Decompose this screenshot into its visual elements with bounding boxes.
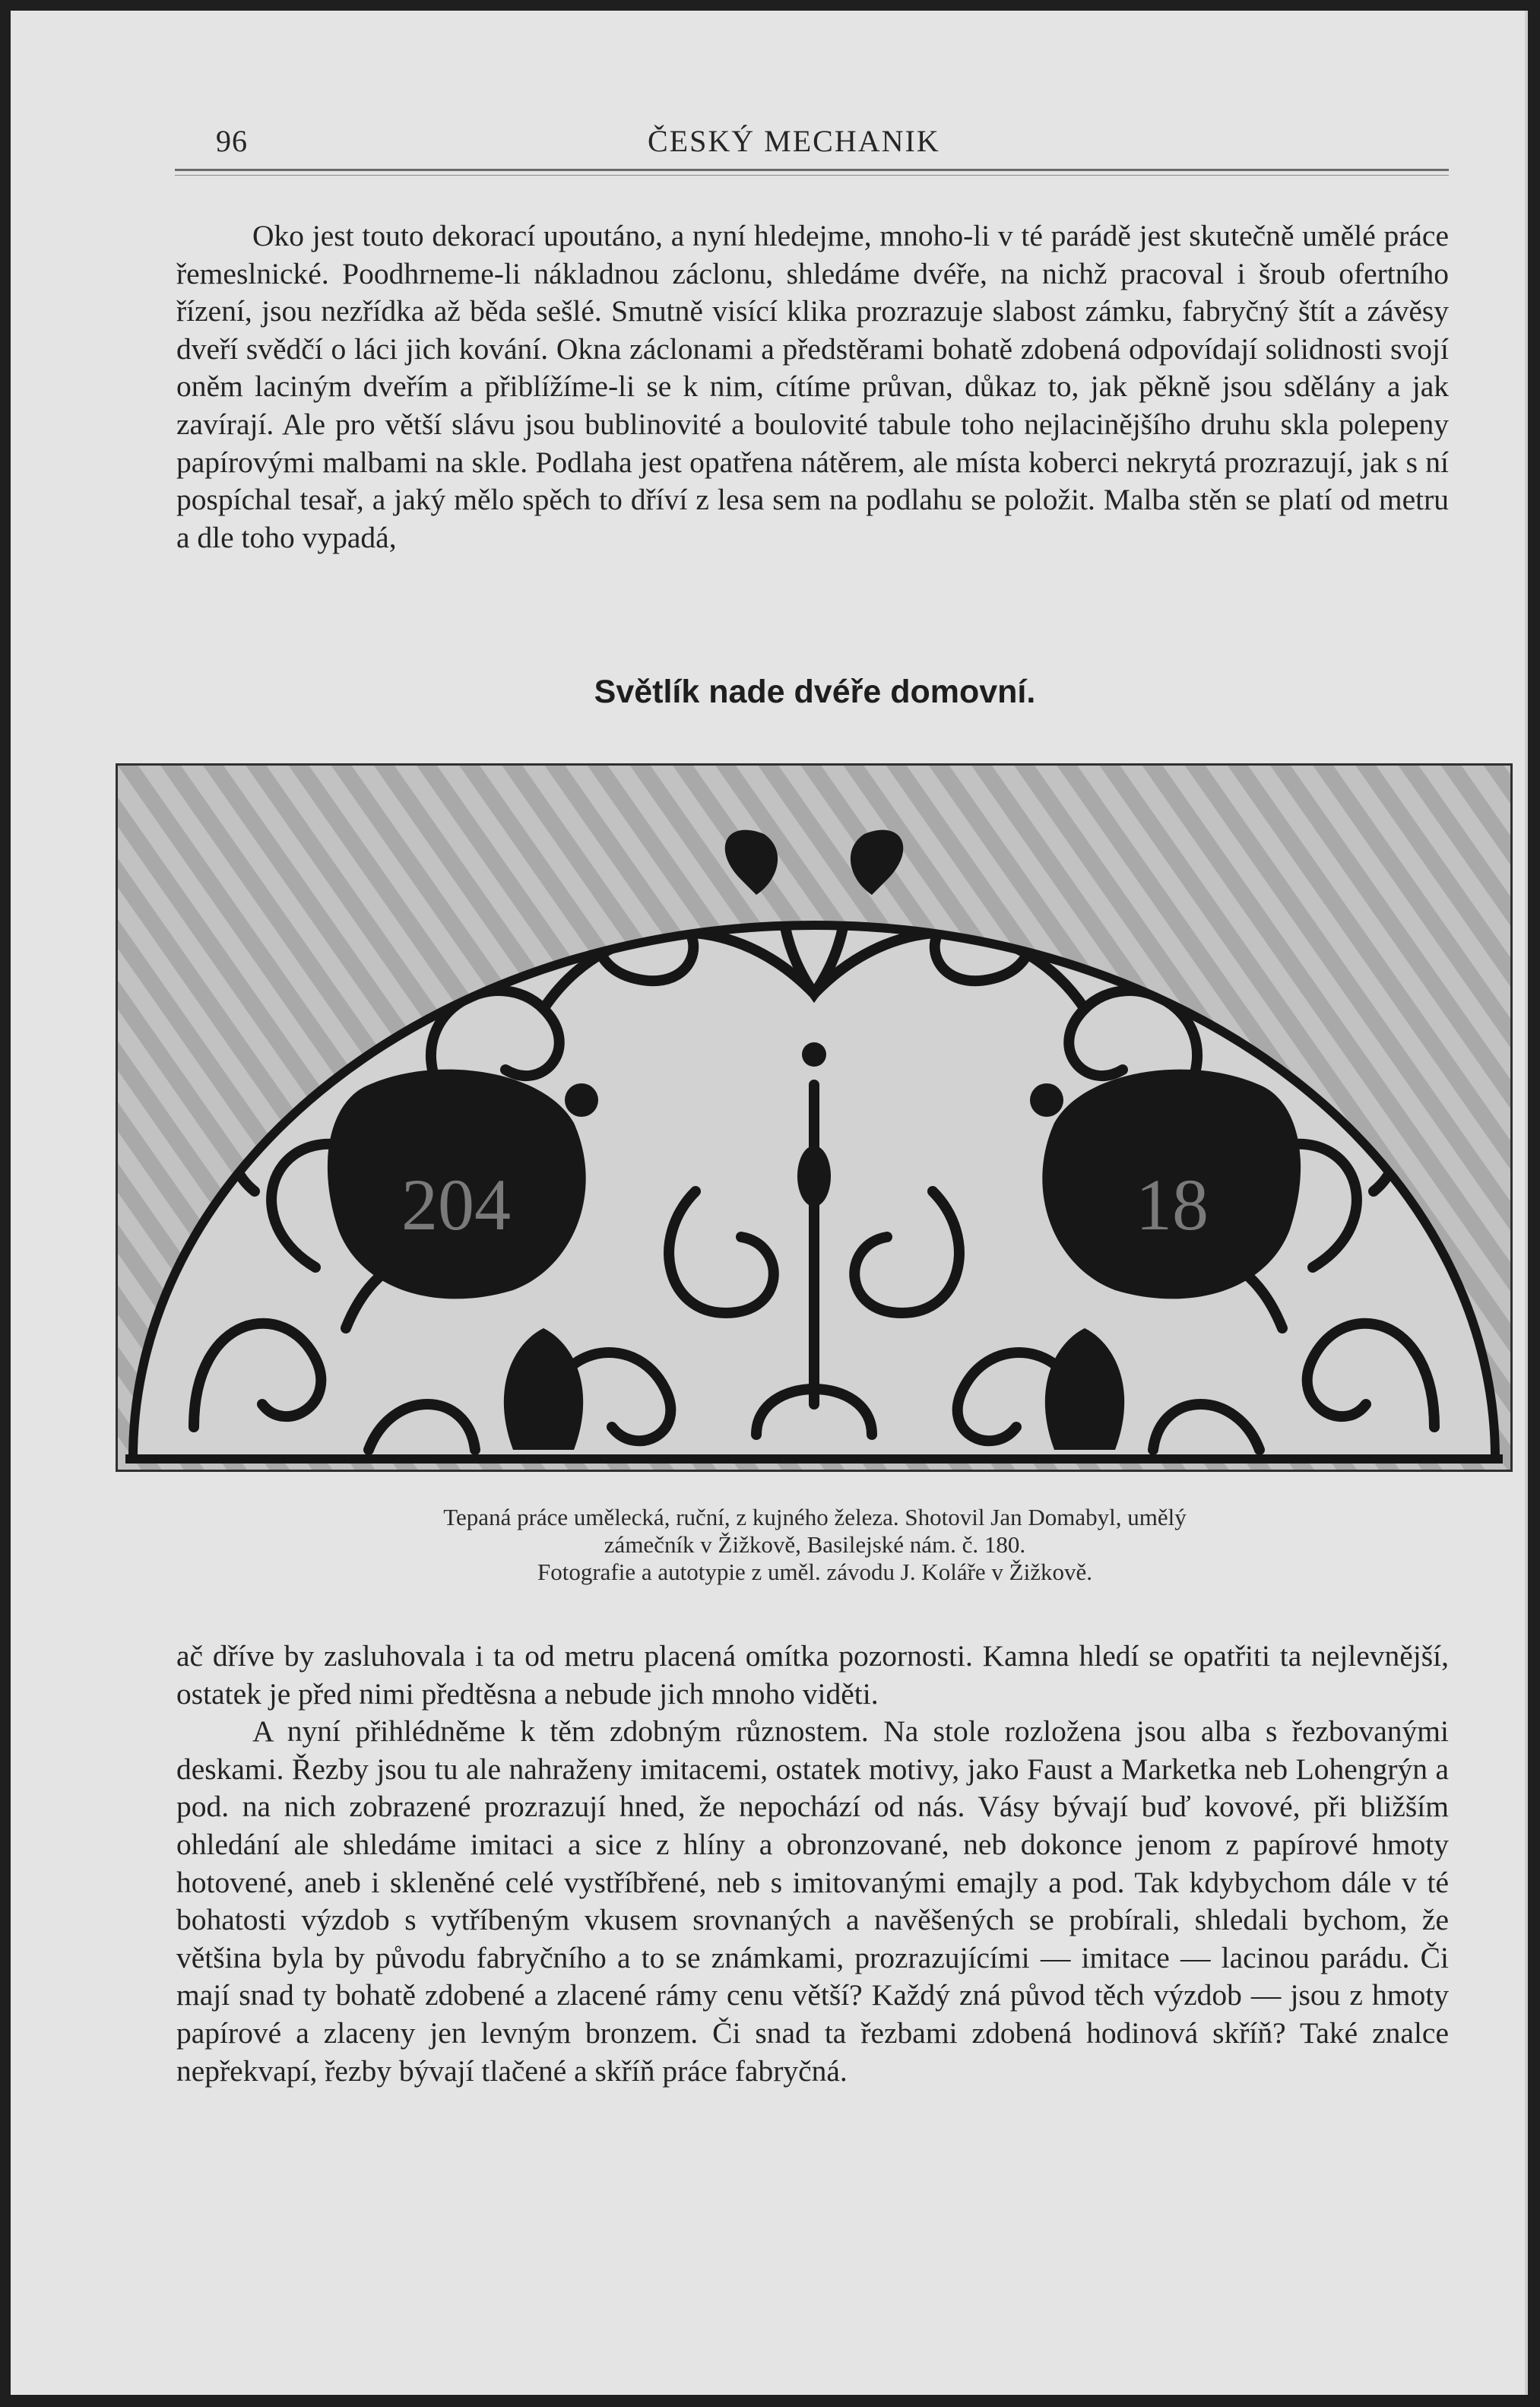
running-head (207, 123, 1446, 169)
document-page (11, 11, 1528, 2395)
right-house-number: 18 (1136, 1164, 1209, 1245)
body-text-bottom (176, 1638, 1449, 2200)
left-house-number: 204 (401, 1164, 511, 1245)
caption-line-3: Fotografie a autotypie z uměl. závodu J. Koláře v Žižkově. (537, 1559, 1092, 1585)
body-text-top (176, 217, 1449, 628)
caption-line-1: Tepaná práce umělecká, ruční, z kujného železa. Shotovil Jan Domabyl, umělý (443, 1504, 1187, 1530)
paragraph-continuation: ač dříve by zasluhovala i ta od metru placená omítka pozornosti. Kamna hledí se opatřiti ta nejlevnější, ostatek je před nimi předtěsna a nebude jich mnoho viděti. (176, 1639, 1449, 1711)
ironwork-illustration (118, 766, 1510, 1470)
page-number: 96 (216, 124, 248, 158)
paragraph-intro: Oko jest touto dekorací upoutáno, a nyní hledejme, mnoho-li v té parádě jest skutečně umělé práce řemeslnické. Poodhrneme-li nákladnou záclonu, shledáme dvéře, na nichž pracoval i šroub ofertního řízení, jsou nezřídka až běda sešlé. Smutně visící klika prozrazuje slabost zámku, fabryčný štít a závěsy dveří svědčí o láci jich kování. Okna záclonami a předstěrami bohatě zdobená odpovídají solidnosti svojí oněm laciným dveřím a přiblížíme-li se k nim, cítíme průvan, důkaz to, jak pěkně jsou sdělány a jak zavírají. Ale pro větší slávu jsou bublinovité a boulovité tabule toho nejlacinějšího druhu skla polepeny papírovými malbami na skle. Podlaha jest opatřena nátěrem, ale místa koberci nekrytá prozrazují, jak s ní pospíchal tesař, a jaký mělo spěch to dříví z lesa sem na podlahu se položit. Malba stěn se platí od metru a dle toho vypadá, (176, 219, 1449, 554)
figure-title: Světlík nade dvéře domovní. (594, 674, 1036, 710)
journal-title: ČESKÝ MECHANIK (648, 124, 940, 158)
paragraph-ornaments: A nyní přihlédněme k těm zdobným různostem. Na stole rozložena jsou alba s řezbovanými deskami. Řezby jsou tu ale nahraženy imitacemi, ostatek motivy, jako Faust a Marketka neb Lohengrýn a pod. na nich zobrazené prozrazují hned, že nepochází od nás. Vásy bývají buď kovové, při bližším ohledání ale shledáme imitaci a sice z hlíny a obronzované, neb dokonce jenom z papírové hmoty hotovené, aneb i skleněné celé vystříbřené, neb s imitovanými emajly a pod. Tak kdybychom dále v té bohatosti výzdob s vytříbeným vkusem srovnaných a navěšených se probírali, shledali bychom, že většina byla by původu fabryčního a to se známkami, prozrazujícími — imitace — lacinou parádu. Či mají snad ty bohatě zdobené a zlacené rámy cenu větší? Každý zná původ těch výzdob — jsou z hmoty papírové a zlaceny jen levným bronzem. Či snad ta řezbami zdobená hodinová skříň? Také znalce nepřekvapí, řezby bývají tlačené a skříň práce fabryčná. (176, 1714, 1449, 2088)
figure-photo (116, 763, 1513, 1472)
header-rule (175, 169, 1449, 171)
figure-caption (192, 1504, 1438, 1586)
header-rule-thin (175, 175, 1449, 176)
caption-line-2: zámečník v Žižkově, Basilejské nám. č. 180. (604, 1531, 1026, 1558)
